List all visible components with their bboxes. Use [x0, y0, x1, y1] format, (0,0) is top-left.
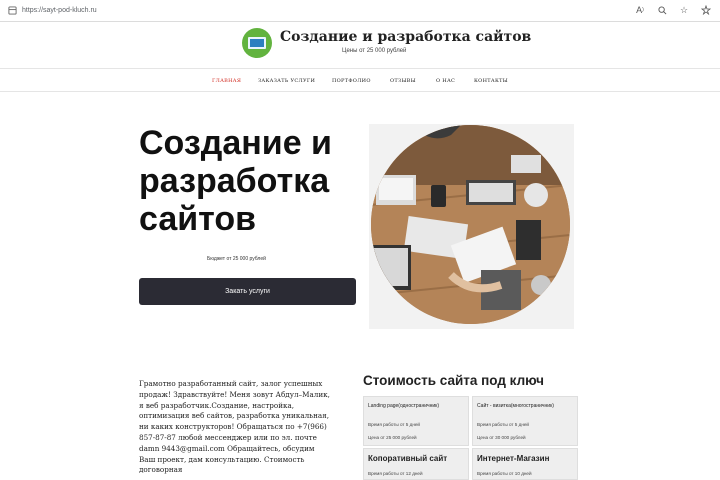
price-card-price: Цена от 30 000 рублей	[477, 435, 526, 440]
hero-title-line: Создание и	[139, 124, 332, 162]
about-line: договорная	[139, 465, 183, 475]
nav-item-order[interactable]: ЗАКАЗАТЬ УСЛУГИ	[258, 78, 316, 84]
about-line: Ваш проект, дам консультацию. Стоимость	[139, 454, 305, 464]
hero-title-line: разработка	[139, 162, 330, 200]
site-info-icon[interactable]	[6, 5, 18, 17]
read-aloud-icon[interactable]: A )	[636, 5, 644, 15]
price-card-time: Время работы от 10 дней	[477, 471, 532, 476]
about-line: продаж! Здравствуйте! Меня зовут Абдул–Малик,	[139, 389, 330, 399]
price-card-price: Цена от 25 000 рублей	[368, 435, 417, 440]
hero-title-line: сайтов	[139, 200, 257, 238]
price-card-name: Интернет-Магазин	[477, 454, 550, 463]
about-text	[139, 379, 359, 476]
hero-budget: Бюджет от 25 000 рублей	[207, 256, 266, 262]
about-line: я веб разработчик.Создание, настройка,	[139, 400, 295, 410]
site-title: Создание и разработка сайтов	[280, 29, 532, 45]
browser-address-bar[interactable]	[0, 0, 720, 22]
price-card-shop[interactable]	[472, 448, 578, 480]
hero-photo	[371, 125, 570, 324]
price-card-name: Сайт - визитка(многостраничник)	[477, 403, 554, 409]
nav-item-about[interactable]: О НАС	[436, 78, 456, 84]
site-logo[interactable]	[242, 28, 272, 58]
price-card-time: Время работы от 5 дней	[368, 422, 420, 427]
pricing-grid	[363, 396, 579, 480]
about-line: 857-87-87 любой мессенджер или по эл. почте	[139, 432, 317, 442]
price-card-corporate[interactable]	[363, 448, 469, 480]
favorite-add-icon[interactable]: ☆	[679, 4, 689, 15]
price-card-vizitka[interactable]	[472, 396, 578, 446]
price-card-time: Время работы от 12 дней	[368, 471, 423, 476]
about-line: Грамотно разработанный сайт, залог успешных	[139, 379, 323, 388]
about-line: оптимизация веб сайтов, разработка уникальная,	[139, 411, 329, 421]
about-line: ни каких конструкторов! Обращаться по +7(966)	[139, 422, 327, 432]
price-card-name: Landing page(одностраничник)	[368, 403, 440, 409]
price-card-name: Копоративный сайт	[368, 454, 448, 463]
nav-item-reviews[interactable]: ОТЗЫВЫ	[390, 78, 416, 84]
favorites-icon[interactable]	[700, 4, 712, 16]
about-line: damn 9443@gmail.com Обращайтесь, обсудим	[139, 443, 315, 453]
order-services-button[interactable]: Закать услуги	[139, 278, 356, 305]
nav-item-portfolio[interactable]: ПОРТФОЛИО	[332, 78, 371, 84]
nav-item-home[interactable]: ГЛАВНАЯ	[212, 78, 242, 84]
hero-title	[139, 124, 369, 238]
main-nav	[0, 68, 720, 92]
price-card-time: Время работы от 5 дней	[477, 422, 529, 427]
zoom-icon[interactable]	[656, 4, 668, 16]
price-card-landing[interactable]	[363, 396, 469, 446]
site-subtitle: Цены от 25 000 рублей	[342, 48, 407, 54]
pricing-title: Стоимость сайта под ключ	[363, 373, 545, 388]
monitor-icon	[248, 37, 266, 49]
nav-item-contacts[interactable]: КОНТАКТЫ	[474, 78, 508, 84]
url-text[interactable]: https://sayt-pod-kluch.ru	[22, 7, 97, 14]
